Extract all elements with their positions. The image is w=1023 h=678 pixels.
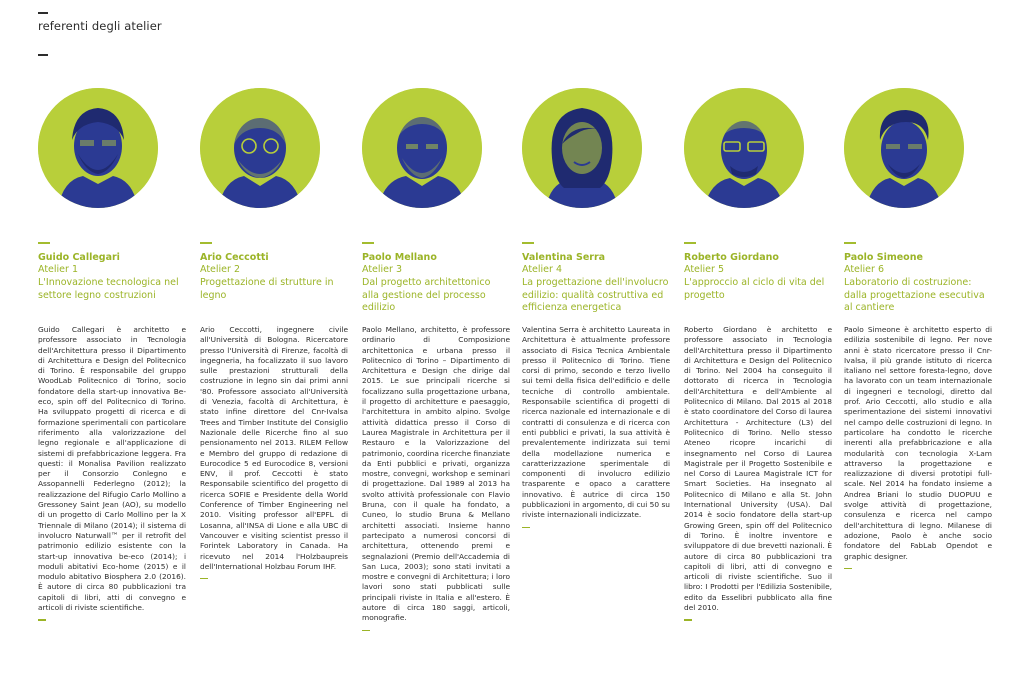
atelier-label: Atelier 5 — [684, 264, 724, 275]
person-bio — [200, 325, 348, 579]
person-card — [522, 88, 670, 208]
atelier-label: Atelier 4 — [522, 264, 562, 275]
person-name: Paolo Simeone — [844, 252, 923, 263]
person-bio — [844, 325, 992, 569]
portrait-icon — [38, 88, 158, 208]
person-card — [684, 88, 832, 208]
portrait-photo — [362, 88, 482, 208]
person-card — [844, 88, 992, 208]
atelier-subtitle: Laboratorio di costruzione: dalla progettazione esecutiva al cantiere — [844, 277, 985, 313]
portrait-photo — [200, 88, 320, 208]
portrait-icon — [522, 88, 642, 208]
person-card — [200, 88, 348, 208]
name-rule — [844, 242, 856, 244]
person-bio — [522, 325, 670, 528]
person-bio — [684, 325, 832, 621]
name-rule — [362, 242, 374, 244]
name-rule — [38, 242, 50, 244]
end-dash — [522, 527, 530, 528]
atelier-label: Atelier 6 — [844, 264, 884, 275]
person-name: Roberto Giordano — [684, 252, 779, 263]
atelier-subtitle: L'approccio al ciclo di vita del progetto — [684, 277, 825, 301]
person-name: Paolo Mellano — [362, 252, 437, 263]
end-dash — [38, 619, 46, 620]
bio-text: Valentina Serra è architetto Laureata in Architettura è attualmente professore associato di Fisica Tecnica Ambientale presso il Politecnico di Torino. Tiene corsi di primo, secondo e terzo livello sui temi della fisica dell'edificio e delle tecniche di controllo ambientale. Responsabile scientifica di progetti di ricerca nazionale ed internazionale e di contratti di consulenza e di ricerca con enti pubblici e privati, la sua attività è prevalentemente indirizzata sui temi della modellazione numerica e caratterizzazione sperimentale di componenti di involucro edilizio trasparente e opaco a carattere innovativo. È autrice di circa 150 pubblicazioni in argomento, di cui 50 su riviste internazionali indicizzate. — [522, 325, 670, 520]
atelier-label: Atelier 2 — [200, 264, 240, 275]
atelier-label: Atelier 3 — [362, 264, 402, 275]
end-dash — [362, 630, 370, 631]
atelier-subtitle: La progettazione dell'involucro edilizio: qualità costruttiva ed efficienza energetica — [522, 277, 669, 313]
header-bottom-dash — [38, 54, 48, 56]
person-bio — [362, 325, 510, 631]
name-rule — [684, 242, 696, 244]
end-dash — [684, 619, 692, 620]
atelier-label: Atelier 1 — [38, 264, 78, 275]
bio-text: Paolo Mellano, architetto, è professore ordinario di Composizione architettonica e urbana presso il Politecnico di Torino – Dipartimento di Architettura e Design che dirige dal 2015. Le sue principali ricerche si focalizzano sulla progettazione urbana, il progetto di architetture e paesaggio, l'architettura in ambito alpino. Svolge attività didattica presso il Corso di Laurea Magistrale in Architettura per il Restauro e la Valorizzazione del patrimonio, coordina ricerche finanziate da Enti pubblici e privati, organizza mostre, convegni, workshop e seminari di progettazione. Dal 1989 al 2013 ha svolto attività professionale con Flavio Bruna, con il quale ha fondato, a Cuneo, lo studio Bruna & Mellano architetti associati. Insieme hanno partecipato a numerosi concorsi di architettura, ottenendo premi e segnalazioni (Premio dell'Accademia di San Luca, 2003); sono stati invitati a mostre e convegni di Architettura; i loro lavori sono stati pubblicati sulle principali riviste in Italia e all'estero. È autore di circa 180 saggi, articoli, monografie. — [362, 325, 510, 623]
bio-text: Paolo Simeone è architetto esperto di edilizia sostenibile di legno. Per nove anni è stato ricercatore presso il Cnr-Ivalsa, il più grande istituto di ricerca italiano nel settore foresta-legno, dove ha lavorato con un team internazionale di ingegneri e tecnologi, diretto dal prof. Ario Ceccotti, allo studio e alla sperimentazione dei sistemi innovativi nel campo delle costruzioni di legno. In particolare ha condotto le ricerche inerenti alla prefabbricazione e alla modularità con tecnologia X-Lam attraverso la progettazione e realizzazione di diversi prototipi full-scale. Nel 2014 ha fondato insieme a Andrea Briani lo studio DUOPUU e svolge attività di progettazione, consulenza e ricerca nel campo dell'architettura di legno. Milanese di adozione, Paolo è anche socio fondatore del FabLab Opendot e graphic designer. — [844, 325, 992, 561]
name-rule — [522, 242, 534, 244]
portrait-icon — [844, 88, 964, 208]
portrait-photo — [38, 88, 158, 208]
portrait-photo — [522, 88, 642, 208]
person-name: Ario Ceccotti — [200, 252, 269, 263]
atelier-subtitle: Dal progetto architettonico alla gestione del processo edilizio — [362, 277, 491, 313]
atelier-subtitle: Progettazione di strutture in legno — [200, 277, 334, 301]
end-dash — [844, 568, 852, 569]
portrait-icon — [362, 88, 482, 208]
name-rule — [200, 242, 212, 244]
header-top-dash — [38, 12, 48, 14]
portrait-photo — [844, 88, 964, 208]
person-bio — [38, 325, 186, 621]
portrait-icon — [200, 88, 320, 208]
page-title: referenti degli atelier — [38, 19, 162, 33]
bio-text: Roberto Giordano è architetto e professore associato in Tecnologia dell'Architettura presso il Dipartimento di Architettura e Design del Politecnico di Torino. Nel 2004 ha conseguito il dottorato di ricerca in Tecnologia dell'Architettura e dell'Ambiente al Politecnico di Milano. Dal 2015 al 2018 è stato coordinatore del Corso di laurea Architettura - Architecture (L3) del Politecnico di Torino. Nello stesso Ateneo ricopre incarichi di insegnamento nel Corso di Laurea Magistrale per il Progetto Sostenibile e nel Corso di Laurea Magistrale ICT for Smart Societies. Ha insegnato al Politecnico di Milano e alla St. John International University (USA). Dal 2014 è socio fondatore della start-up Growing Green, spin off del Politecnico di Torino. È inoltre inventore e sviluppatore di due brevetti nazionali. È autore di circa 80 pubblicazioni tra capitoli di libri, atti di convegno e articoli di riviste scientifiche. Suo il libro: I Prodotti per l'Edilizia Sostenibile, edito da Esselibri pubblicato alla fine del 2010. — [684, 325, 832, 613]
portrait-photo — [684, 88, 804, 208]
person-name: Valentina Serra — [522, 252, 606, 263]
person-card — [362, 88, 510, 208]
portrait-icon — [684, 88, 804, 208]
end-dash — [200, 578, 208, 579]
bio-text: Guido Callegari è architetto e professore associato in Tecnologia dell'Architettura presso il Dipartimento di Architettura e Design del Politecnico di Torino. È responsabile del gruppo WoodLab Politecnico di Torino, socio fondatore della start-up innovativa Be-eco, spin off del Politecnico di Torino. Ha sviluppato progetti di ricerca e di formazione sperimentali con particolare riferimento alla valorizzazione del legno regionale e all'applicazione di sistemi di prefabbricazione leggera. Fra questi: il Monalisa Pavilion realizzato per il Consorzio Conlegno e Assopannelli Federlegno (2012); la realizzazione del Rifugio Carlo Mollino a Gressoney Saint Jean (AO), su modello di un progetto di Carlo Mollino per la X Triennale di Milano (2014); il sistema di involucro Naturwall™ per il retrofit del patrimonio edilizio esistente con la start-up innovativa be-eco (2014); i moduli abitativi Eco-home (2015) e il modulo abitativo Biosphera 2.0 (2016). È autore di circa 80 pubblicazioni tra capitoli di libri, atti di convegno e articoli di riviste scientifiche. — [38, 325, 186, 613]
person-card — [38, 88, 186, 208]
atelier-subtitle: L'Innovazione tecnologica nel settore legno costruzioni — [38, 277, 179, 301]
bio-text: Ario Ceccotti, ingegnere civile all'Università di Bologna. Ricercatore presso l'Università di Firenze, facoltà di ingegneria, ha focalizzato il suo lavoro sulle prestazioni strutturali della costruzione in legno sin dai primi anni '80. Professore associato all'Università di Venezia, facoltà di Architettura, è stato infine direttore del Cnr-Ivalsa Trees and Timber Institute del Consiglio Nazionale delle Ricerche fino al suo pensionamento nel 2013. RILEM Fellow e Membro del gruppo di redazione di Eurocodice 5 ed Eurocodice 8, versioni ENV, il prof. Ceccotti è stato Responsabile scientifico del progetto di ricerca SOFIE e Presidente della World Conference of Timber Engineering nel 2010. Visiting professor all'EPFL di Losanna, all'INSA di Lione e alla UBC di Vancouver e visiting scientist presso il Forintek Laboratory in Canada. Ha ricevuto nel 2014 l'Holzbaupreis dell'International Holzbau Forum IHF. — [200, 325, 348, 571]
person-name: Guido Callegari — [38, 252, 120, 263]
